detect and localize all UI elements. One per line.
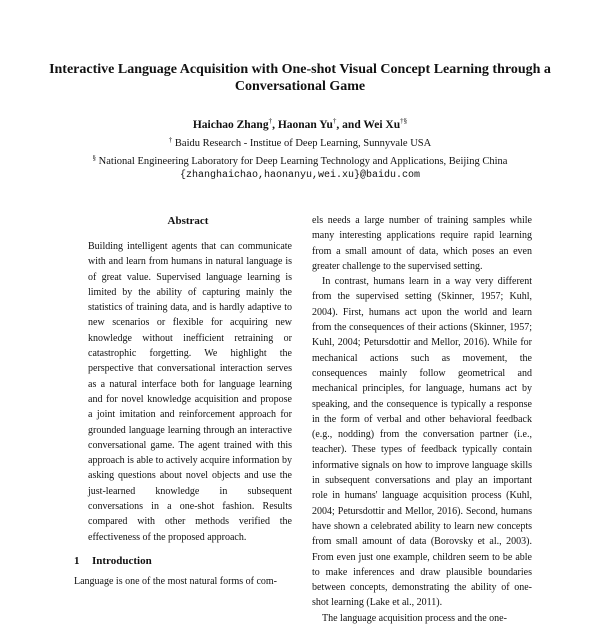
abstract-heading: Abstract xyxy=(167,215,209,227)
author-separator: , xyxy=(272,119,278,131)
body-paragraph: els needs a large number of training samples while many interesting applications require rapid learning from a small amount of data, which poses an even greater challenge to the supervised setting. xyxy=(312,215,532,272)
section-number: 1 xyxy=(74,554,80,567)
abstract-text: Building intelligent agents that can communicate with and learn from humans in natural language is of great value. Supervised language learning is limited by the ability of capturing mainly the statistics of training data, and is hardly adaptive to new scenarios or flexible for acquiring new knowledge without inefficient retraining or catastrophic forgetting. We highlight the perspective that conversational interaction serves as a natural interface both for language learning and for novel knowledge acquisition and propose a joint imitation and reinforcement approach for grounded language learning through an interactive conversational game. The agent trained with this approach is able to actively acquire information by asking questions about novel objects and use the just-learned knowledge in subsequent conversations in a one-shot fashion. Results compared with other methods verified the effectiveness of the proposed approach. xyxy=(88,241,292,543)
author-line xyxy=(60,114,540,133)
author-block xyxy=(60,114,540,183)
author-mark: †§ xyxy=(400,117,408,125)
author-name: Wei Xu xyxy=(363,119,401,131)
author-mark: † xyxy=(268,117,273,125)
affiliation xyxy=(60,133,540,151)
author-name: Haonan Yu xyxy=(277,119,333,131)
author-email: {zhanghaichao,haonanyu,wei.xu}@baidu.com xyxy=(179,170,421,181)
affiliation xyxy=(60,151,540,169)
section-title: Introduction xyxy=(92,554,152,567)
affiliation-text: National Engineering Laboratory for Deep Learning Technology and Applications, Beijing China xyxy=(98,156,508,167)
affiliation-mark: † xyxy=(168,136,173,144)
section-heading xyxy=(74,553,302,569)
author-mark: † xyxy=(332,117,337,125)
paper-title: Interactive Language Acquisition with One-shot Visual Concept Learning through a Conversational Game xyxy=(49,62,551,94)
body-paragraph: In contrast, humans learn in a way very different from the supervised setting (Skinner, 1957; Kuhl, 2004). First, humans act upon the world and learn from the consequences of their actions (Skinner, 1957; Kuhl, 2004; Petursdottir and Mellor, 2016). While for mechanical actions such as movement, the consequences mainly follow geometrical and mechanical principles, for language, humans act by speaking, and the consequence is typically a response in the form of verbal and other behavioral feedback (e.g., nodding) from the conversation partner (i.e., teacher). These types of feedback typically contain informative signals on how to improve language skills in subsequent conversations and play an important role in humans' language acquisition process (Kuhl, 2004; Petursdottir and Mellor, 2016). Second, humans have shown a celebrated ability to learn new concepts from small amount of data (Borovsky et al., 2003). From even just one example, children seem to be able to make inferences and draw plausible boundaries between concepts, demonstrating the ability of one-shot learning (Lake et al., 2011). xyxy=(312,276,532,609)
right-column xyxy=(312,213,532,626)
author-name: Haichao Zhang xyxy=(192,119,269,131)
left-column xyxy=(74,213,302,589)
author-separator: , and xyxy=(336,119,364,131)
body-paragraph: The language acquisition process and the one- xyxy=(322,612,507,624)
affiliation-text: Baidu Research - Institue of Deep Learning, Sunnyvale USA xyxy=(174,138,432,149)
intro-paragraph: Language is one of the most natural forms of com- xyxy=(74,575,277,587)
affiliation-mark: § xyxy=(92,154,97,162)
